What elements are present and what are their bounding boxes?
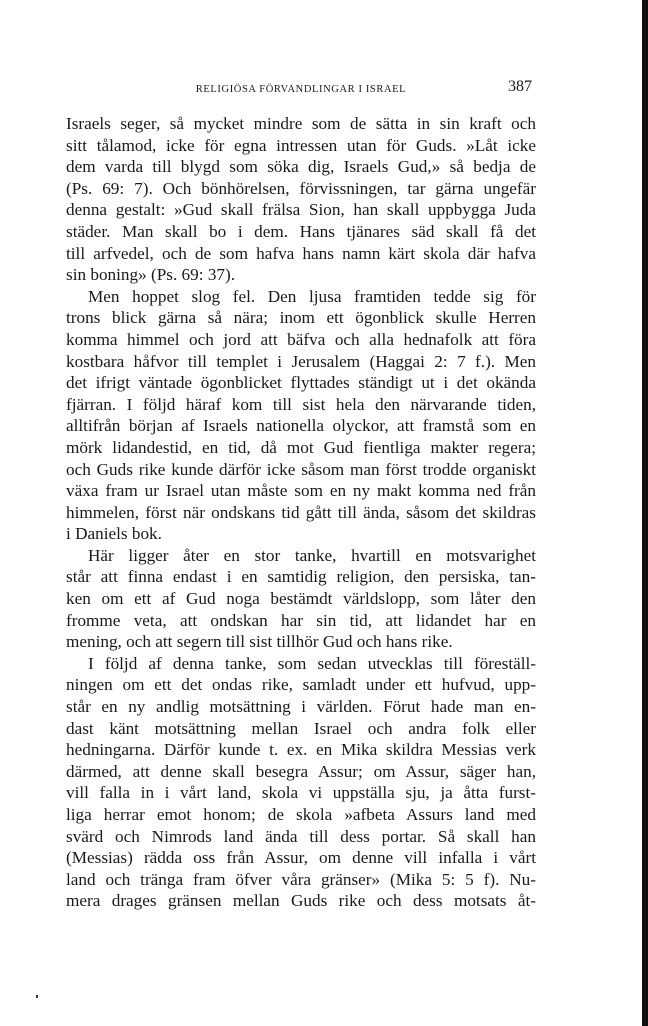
text-line: står en ny andlig motsättning i världen. Förut hade man en- bbox=[66, 697, 536, 717]
text-line: alltifrån början af Israels nationella olyckor, att framstå som en bbox=[66, 416, 536, 436]
text-line: fromme veta, att ondskan har sin tid, att lidandet har en bbox=[66, 610, 536, 630]
text-line: kostbara håfvor till templet i Jerusalem (Haggai 2: 7 f.). Men bbox=[66, 351, 536, 371]
text-line: mörk lidandestid, en tid, då mot Gud fientliga makter regera; bbox=[66, 437, 536, 457]
text-line: vill falla in i vårt land, skola vi uppställa sju, ja åtta furst- bbox=[66, 783, 536, 803]
text-line: dem varda till blygd som söka dig, Israels Gud,» så bedja de bbox=[66, 157, 536, 177]
text-line: himmelen, först när ondskans tid gått till ända, såsom det skildras bbox=[66, 502, 536, 522]
text-line: (Ps. 69: 7). Och bönhörelsen, förvissningen, tar gärna ungefär bbox=[66, 178, 536, 198]
text-line: sitt tålamod, icke för egna intressen utan för Guds. »Låt icke bbox=[66, 135, 536, 155]
page-edge-shadow bbox=[642, 0, 648, 1026]
text-line: ningen om ett det ondas rike, samladt under ett hufvud, upp- bbox=[66, 675, 536, 695]
text-line: står att finna endast i en samtidig religion, den persiska, tan- bbox=[66, 567, 536, 587]
text-line: i Daniels bok. bbox=[66, 524, 162, 544]
text-line: liga herrar emot honom; de skola »afbeta Assurs land med bbox=[66, 805, 536, 824]
text-line: Här ligger åter en stor tanke, hvartill en motsvarighet bbox=[88, 545, 536, 565]
text-line: städer. Man skall bo i dem. Hans tjänares säd skall få det bbox=[66, 221, 536, 241]
text-line: och Guds rike kunde därför icke såsom man först trodde organiskt bbox=[66, 459, 536, 479]
text-line: svärd och Nimrods land ända till dess portar. Så skall han bbox=[66, 826, 536, 846]
text-line: land och tränga fram öfver våra gränser» (Mika 5: 5 f). Nu- bbox=[66, 869, 536, 889]
text-line: I följd af denna tanke, som sedan utvecklas till föreställ- bbox=[88, 653, 536, 673]
text-line: mera drages gränsen mellan Guds rike och dess motsats åt- bbox=[66, 891, 536, 911]
page-header bbox=[66, 78, 536, 100]
text-line: Men hoppet slog fel. Den ljusa framtiden tedde sig för bbox=[88, 286, 536, 306]
text-line: denna gestalt: »Gud skall frälsa Sion, han skall uppbygga Juda bbox=[66, 200, 536, 220]
text-line: sin boning» (Ps. 69: 37). bbox=[66, 265, 236, 285]
text-line: till arfvedel, och de som hafva hans namn kärt skola där hafva bbox=[66, 243, 536, 263]
text-line: komma himmel och jord att bäfva och alla hednafolk att föra bbox=[66, 329, 536, 349]
body-text bbox=[66, 113, 536, 912]
text-line: ken om ett af Gud noga bestämdt världslopp, som låter den bbox=[66, 589, 536, 609]
text-line: mening, och att segern till sist tillhör Gud och hans rike. bbox=[66, 632, 453, 652]
text-line: fjärran. I följd häraf kom till sist hela den närvarande tiden, bbox=[66, 394, 536, 414]
text-line: dast känt motsättning mellan Israel och andra folk eller bbox=[66, 718, 536, 738]
page-number: 387 bbox=[508, 78, 532, 95]
running-title: RELIGIÖSA FÖRVANDLINGAR I ISRAEL bbox=[195, 84, 407, 95]
text-line: det ifrigt väntade ögonblicket flyttades ständigt ut i det okända bbox=[66, 373, 536, 393]
text-line: växa fram ur Israel utan måste som en ny makt komma ned från bbox=[66, 481, 536, 501]
text-line: (Messias) rädda oss från Assur, om denne vill infalla i vårt bbox=[66, 848, 536, 868]
text-line: Israels seger, så mycket mindre som de sätta in sin kraft och bbox=[66, 114, 536, 133]
scan-speck bbox=[36, 995, 38, 998]
text-line: därmed, att denne skall besegra Assur; om Assur, säger han, bbox=[66, 761, 536, 781]
text-line: hedningarna. Därför kunde t. ex. en Mika skildra Messias verk bbox=[66, 740, 536, 760]
text-line: trons blick gärna så nära; inom ett ögonblick skulle Herren bbox=[66, 308, 536, 328]
